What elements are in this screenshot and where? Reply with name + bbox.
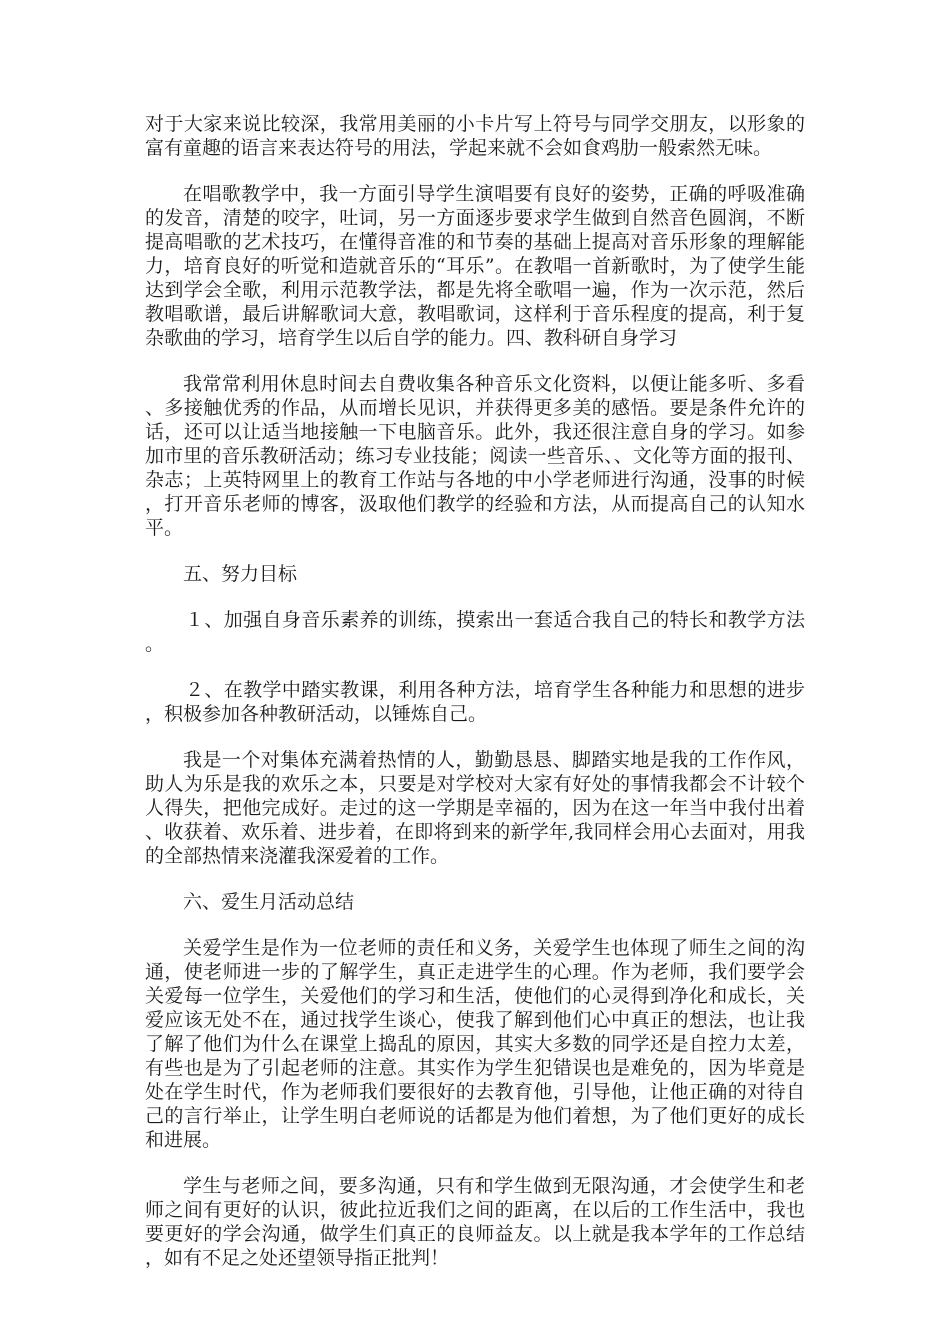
paragraph-singing-teaching: 在唱歌教学中，我一方面引导学生演唱要有良好的姿势，正确的呼吸准确的发音，清楚的咬字，吐词，另一方面逐步要求学生做到自然音色圆润，不断提高唱歌的艺术技巧，在懂得音准的和节奏的基础上提高对音乐形象的理解能力，培育良好的听觉和造就音乐的“耳乐”。在教唱一首新歌时，为了使学生能达到学会全歌，利用示范教学法，都是先将全歌唱一遍，作为一次示范，然后教唱歌谱，最后讲解歌词大意，教唱歌词，这样利于音乐程度的提高，利于复杂歌曲的学习，培育学生以后自学的能力。四、教科研自身学习 <box>145 183 805 349</box>
paragraph-caring-students: 关爱学生是作为一位老师的责任和义务，关爱学生也体现了师生之间的沟通，使老师进一步的了解学生，真正走进学生的心理。作为老师，我们要学会关爱每一位学生，关爱他们的学习和生活，使他们的心灵得到净化和成长，关爱应该无处不在，通过找学生谈心，使我了解到他们心中真正的想法，也让我了解了他们为什么在课堂上捣乱的原因，其实大多数的同学还是自控力太差，有些也是为了引起老师的注意。其实作为学生犯错误也是难免的，因为毕竟是处在学生时代，作为老师我们要很好的去教育他，引导他，让他正确的对待自己的言行举止，让学生明白老师说的话都是为他们着想，为了他们更好的成长和进展。 <box>145 937 805 1151</box>
section-heading-care-month: 六、爱生月活动总结 <box>183 891 355 913</box>
goal-item-2: ２、在教学中踏实教课，利用各种方法，培育学生各种能力和思想的进步，积极参加各种教研活动，以锤炼自己。 <box>145 679 805 725</box>
document-body <box>145 112 805 1292</box>
paragraph-conclusion: 学生与老师之间，要多沟通，只有和学生做到无限沟通，才会使学生和老师之间有更好的认识，彼此拉近我们之间的距离，在以后的工作生活中，我也要更好的学会沟通，做学生们真正的良师益友。以上就是我本学年的工作总结，如有不足之处还望领导指正批判！ <box>145 1175 805 1269</box>
goal-item-1: １、加强自身音乐素养的训练，摸索出一套适合我自己的特长和教学方法。 <box>145 609 805 655</box>
paragraph-personal-attitude: 我是一个对集体充满着热情的人，勤勤恳恳、脚踏实地是我的工作作风，助人为乐是我的欢乐之本，只要是对学校对大家有好处的事情我都会不计较个人得失，把他完成好。走过的这一学期是幸福的，因为在这一年当中我付出着、收获着、欢乐着、进步着，在即将到来的新学年,我同样会用心去面对，用我的全部热情来浇灌我深爱着的工作。 <box>145 749 805 867</box>
paragraph-self-study: 我常常利用休息时间去自费收集各种音乐文化资料，以便让能多听、多看、多接触优秀的作品，从而增长见识，并获得更多美的感悟。要是条件允许的话，还可以让适当地接触一下电脑音乐。此外，我还很注意自身的学习。如参加市里的音乐教研活动；练习专业技能；阅读一些音乐、、文化等方面的报刊、杂志；上英特网里上的教育工作站与各地的中小学老师进行沟通，没事的时候，打开音乐老师的博客，汲取他们教学的经验和方法，从而提高自己的认知水平。 <box>145 373 805 539</box>
section-heading-goals: 五、努力目标 <box>183 563 298 585</box>
paragraph-continued-intro: 对于大家来说比较深，我常用美丽的小卡片写上符号与同学交朋友，以形象的富有童趣的语言来表达符号的用法，学起来就不会如食鸡肋一般索然无味。 <box>145 113 805 159</box>
